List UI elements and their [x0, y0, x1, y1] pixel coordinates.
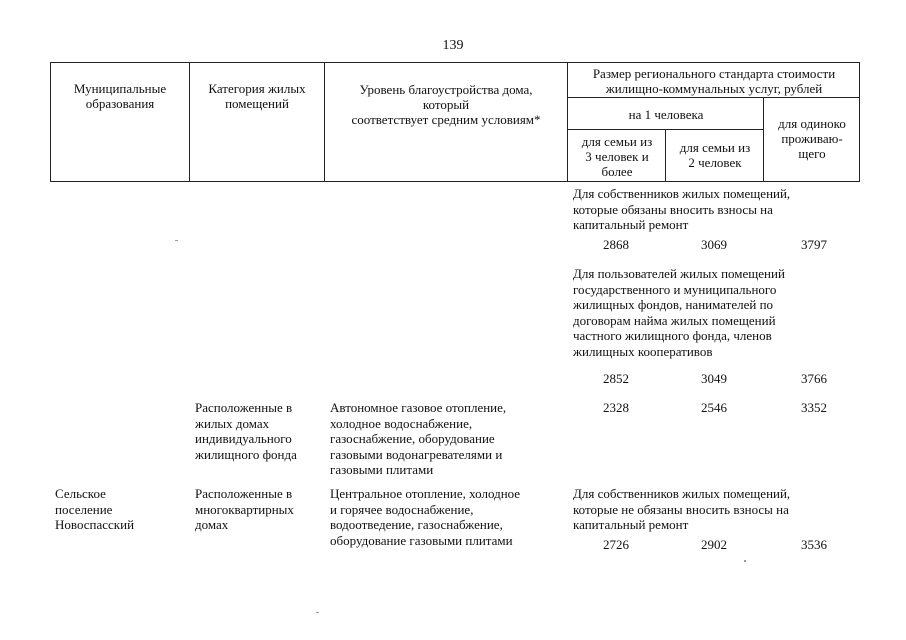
header-divider [665, 129, 666, 182]
per-person-header: на 1 человека [628, 107, 704, 122]
page-number: 139 [442, 38, 464, 53]
value-family3: 2868 [603, 237, 629, 252]
value-family2: 3069 [701, 237, 727, 252]
value-single: 3766 [801, 371, 827, 386]
scan-speck [316, 612, 319, 613]
value-family3: 2852 [603, 371, 629, 386]
apartment-level: Центральное отопление, холодное и горячее водоснабжение, водоотведение, газоснабжение, оборудование газовыми плитами [330, 486, 521, 548]
header-divider [567, 97, 860, 98]
value-family2: 3049 [701, 371, 727, 386]
value-single: 3797 [801, 237, 827, 252]
col-standard-header: Размер регионального стандарта стоимости жилищно-коммунальных услуг, рублей [592, 66, 836, 96]
value-family2: 2546 [701, 400, 727, 415]
individual-category: Расположенные в жилых домах индивидуального жилищного фонда [195, 400, 297, 462]
value-single: 3352 [801, 400, 827, 415]
value-family3: 2328 [603, 400, 629, 415]
users-note: Для пользователей жилых помещений государственного и муниципального жилищных фондов, нанимателей по договорам найма жилых помещений частного жилищного фонда, членов жилищных кооперативов [573, 266, 785, 359]
apartment-category: Расположенные в многоквартирных домах [195, 486, 294, 532]
family2-header: для семьи из 2 человек [679, 140, 751, 170]
col-municipality-header: Муниципальные образования [73, 81, 167, 111]
value-family2: 2902 [701, 537, 727, 552]
individual-level: Автономное газовое отопление, холодное водоснабжение, газоснабжение, оборудование газовыми водонагревателями и газовыми плитами [330, 400, 507, 477]
scan-speck [744, 560, 746, 562]
owners-not-pay-note: Для собственников жилых помещений, которые не обязаны вносить взносы на капитальный ремонт [573, 486, 791, 532]
scan-speck [175, 240, 178, 241]
header-divider [763, 97, 764, 182]
header-divider [567, 62, 568, 182]
value-family3: 2726 [603, 537, 629, 552]
col-level-header: Уровень благоустройства дома, который соответствует средним условиям* [351, 82, 541, 127]
header-divider [189, 62, 190, 182]
owners-must-pay-note: Для собственников жилых помещений, которые обязаны вносить взносы на капитальный ремонт [573, 186, 791, 232]
municipality-name: Сельское поселение Новоспасский [55, 486, 135, 532]
col-category-header: Категория жилых помещений [208, 81, 306, 111]
family3-header: для семьи из 3 человек и более [581, 134, 653, 179]
single-header: для одиноко проживаю- щего [778, 116, 846, 161]
value-single: 3536 [801, 537, 827, 552]
header-divider [324, 62, 325, 182]
